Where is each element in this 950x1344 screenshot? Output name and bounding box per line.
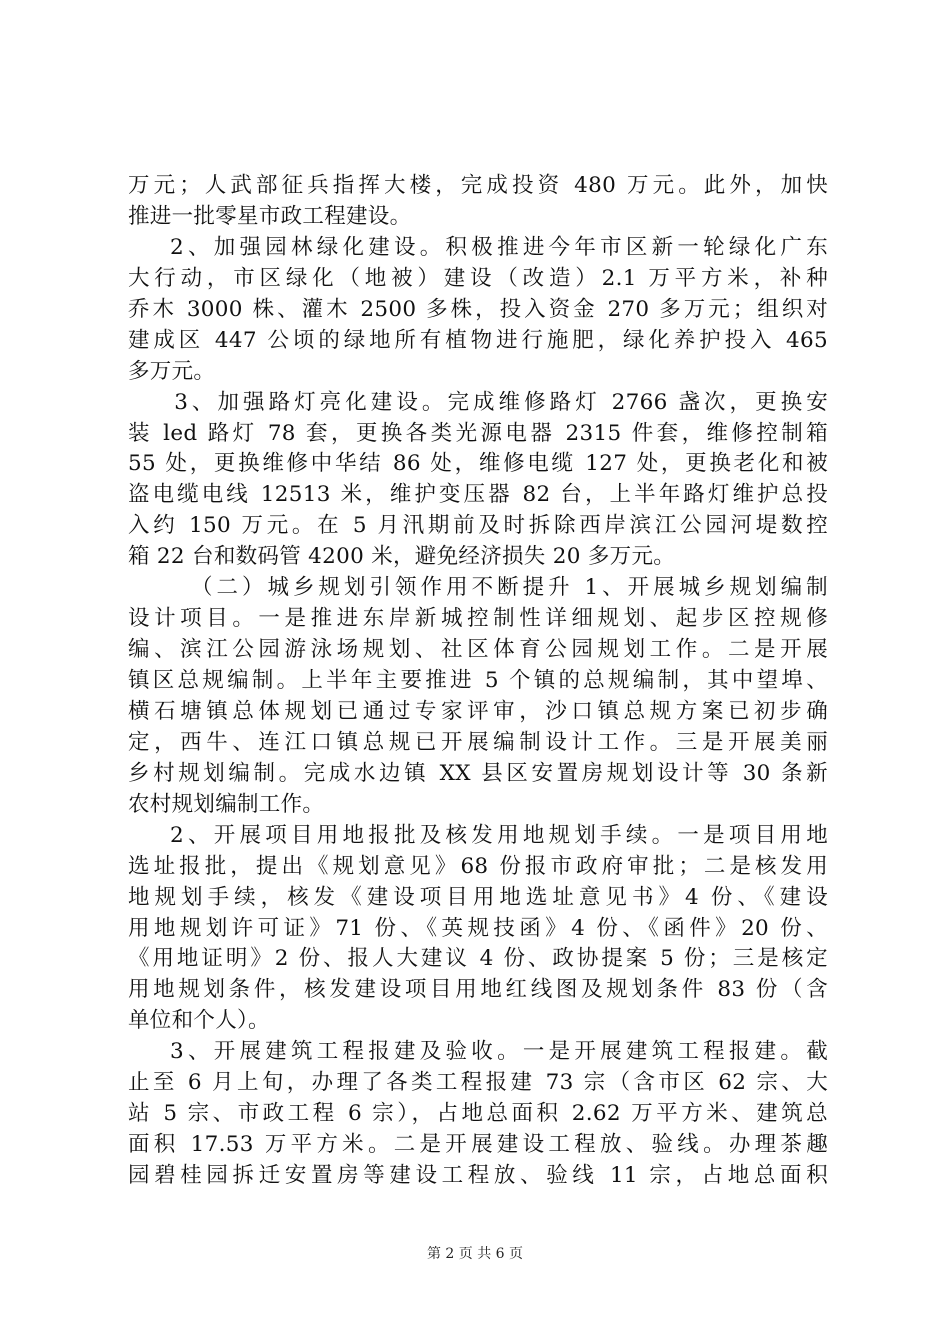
text-line: 止至 6 月上旬，办理了各类工程报建 73 宗（含市区 62 宗、大 xyxy=(128,1070,828,1096)
text-line: 编、滨江公园游泳场规划、社区体育公园规划工作。二是开展 xyxy=(128,637,828,663)
text-line: 设计项目。一是推进东岸新城控制性详细规划、起步区控规修 xyxy=(128,606,828,632)
text-line: 乔木 3000 株、灌木 2500 多株，投入资金 270 多万元；组织对 xyxy=(128,296,828,322)
text-line: 装 led 路灯 78 套，更换各类光源电器 2315 件套，维修控制箱 xyxy=(128,420,828,446)
text-line: 定，西牛、连江口镇总规已开展编制设计工作。三是开展美丽 xyxy=(128,729,828,755)
text-line: 农村规划编制工作。 xyxy=(128,791,325,817)
text-line: 2、开展项目用地报批及核发用地规划手续。一是项目用地 xyxy=(170,822,828,848)
text-line: 镇区总规编制。上半年主要推进 5 个镇的总规编制，其中望埠、 xyxy=(128,668,828,693)
document-body xyxy=(128,171,828,1192)
text-line: 建成区 447 公顷的绿地所有植物进行施肥，绿化养护投入 465 xyxy=(128,327,828,353)
text-line: 大行动，市区绿化（地被）建设（改造）2.1 万平方米，补种 xyxy=(128,265,828,291)
text-line: 乡村规划编制。完成水边镇 XX 县区安置房规划设计等 30 条新 xyxy=(128,760,828,786)
text-line: 用地规划条件，核发建设项目用地红线图及规划条件 83 份（含 xyxy=(128,977,828,1003)
text-line: 推进一批零星市政工程建设。 xyxy=(128,203,412,229)
text-line: 3、开展建筑工程报建及验收。一是开展建筑工程报建。截 xyxy=(170,1039,828,1065)
text-line: 面积 17.53 万平方米。二是开展建设工程放、验线。办理茶趣 xyxy=(128,1132,828,1158)
text-line: 单位和个人）。 xyxy=(128,1008,270,1034)
text-line: 用地规划许可证》71 份、《英规技函》4 份、《函件》20 份、 xyxy=(128,915,828,941)
text-line: 箱 22 台和数码管 4200 米，避免经济损失 20 多万元。 xyxy=(128,544,676,570)
text-line: 3、加强路灯亮化建设。完成维修路灯 2766 盏次，更换安 xyxy=(174,389,828,415)
text-line: 万元；人武部征兵指挥大楼，完成投资 480 万元。此外，加快 xyxy=(128,173,828,198)
text-line: 园碧桂园拆迁安置房等建设工程放、验线 11 宗，占地总面积 xyxy=(128,1163,828,1188)
text-line: 选址报批，提出《规划意见》68 份报市政府审批；二是核发用 xyxy=(128,853,828,879)
text-line: 盗电缆电线 12513 米，维护变压器 82 台，上半年路灯维护总投 xyxy=(128,482,828,508)
text-line: 2、加强园林绿化建设。积极推进今年市区新一轮绿化广东 xyxy=(170,234,828,260)
text-line: 横石塘镇总体规划已通过专家评审，沙口镇总规方案已初步确 xyxy=(128,698,828,724)
text-line: 《用地证明》2 份、报人大建议 4 份、政协提案 5 份；三是核定 xyxy=(128,946,828,972)
text-line: 站 5 宗、市政工程 6 宗），占地总面积 2.62 万平方米、建筑总 xyxy=(128,1101,828,1127)
page-footer: 第 2 页 共 6 页 xyxy=(426,1246,524,1262)
text-line: 地规划手续，核发《建设项目用地选址意见书》4 份、《建设 xyxy=(128,884,828,910)
text-line: （二）城乡规划引领作用不断提升 1、开展城乡规划编制 xyxy=(191,575,828,601)
text-line: 55 处，更换维修中华结 86 处，维修电缆 127 处，更换老化和被 xyxy=(128,451,828,477)
text-line: 多万元。 xyxy=(128,358,216,384)
text-line: 入约 150 万元。在 5 月汛期前及时拆除西岸滨江公园河堤数控 xyxy=(128,513,828,539)
